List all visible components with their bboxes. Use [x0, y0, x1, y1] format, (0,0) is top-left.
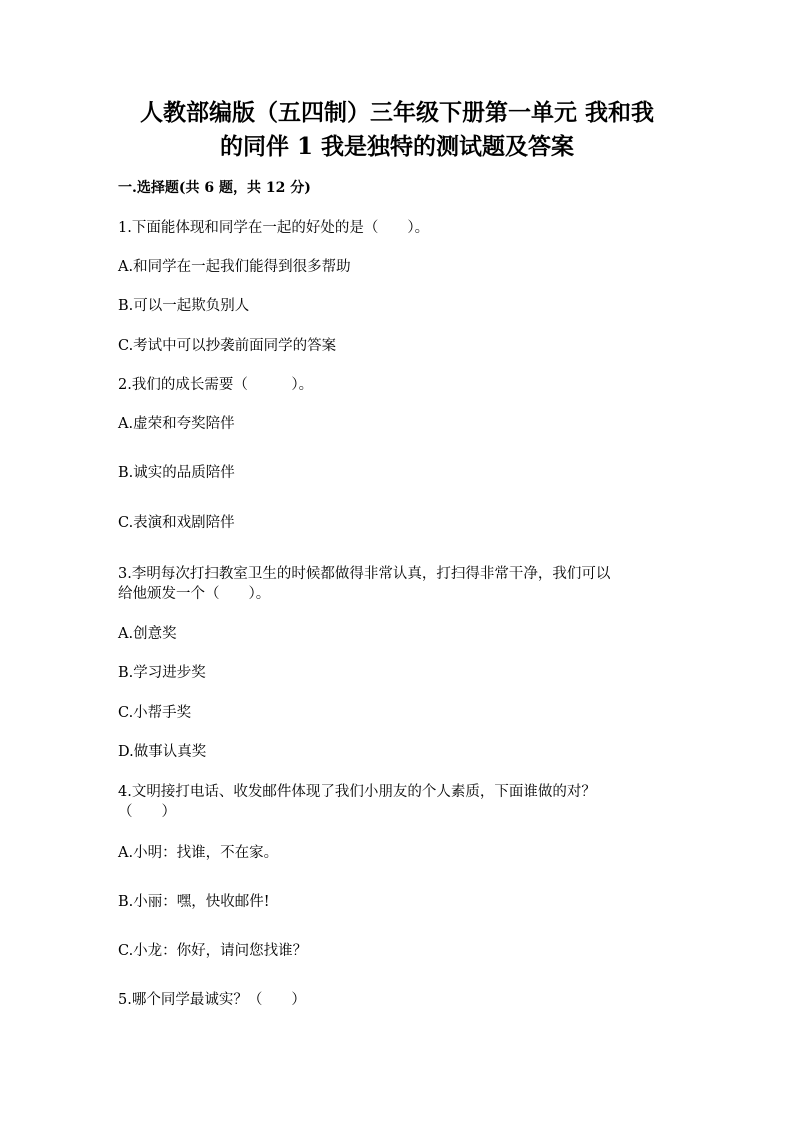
document-title-line-1: 人教部编版（五四制）三年级下册第一单元 我和我 — [139, 99, 654, 126]
question-3-option-d: D.做事认真奖 — [118, 744, 207, 760]
section-heading-choice: 一.选择题(共 6 题，共 12 分) — [118, 180, 311, 196]
question-2-option-a: A.虚荣和夸奖陪伴 — [118, 416, 235, 432]
question-3-stem-line-2: 给他颁发一个（ ）。 — [118, 586, 271, 602]
question-2-option-c: C.表演和戏剧陪伴 — [118, 515, 235, 531]
question-1-option-c: C.考试中可以抄袭前面同学的答案 — [118, 338, 337, 354]
question-3-option-a: A.创意奖 — [118, 626, 177, 642]
question-2-option-b: B.诚实的品质陪伴 — [118, 465, 235, 481]
question-1-option-b: B.可以一起欺负别人 — [118, 298, 250, 314]
question-4-stem-line-2: （ ） — [118, 804, 176, 820]
question-4-option-c: C.小龙：你好，请问您找谁？ — [118, 943, 308, 959]
document-title-line-2: 的同伴 1 我是独特的测试题及答案 — [219, 133, 575, 160]
question-2-stem: 2.我们的成长需要（ ）。 — [118, 377, 314, 393]
question-5-stem: 5.哪个同学最诚实？（ ） — [118, 992, 306, 1008]
question-3-stem-line-1: 3.李明每次打扫教室卫生的时候都做得非常认真，打扫得非常干净，我们可以 — [118, 566, 611, 582]
question-4-option-b: B.小丽：嘿，快收邮件! — [118, 894, 270, 910]
question-1-option-a: A.和同学在一起我们能得到很多帮助 — [118, 259, 351, 275]
question-3-option-b: B.学习进步奖 — [118, 665, 206, 681]
question-1-stem: 1.下面能体现和同学在一起的好处的是（ ）。 — [118, 220, 430, 236]
question-4-stem-line-1: 4.文明接打电话、收发邮件体现了我们小朋友的个人素质，下面谁做的对？ — [118, 784, 596, 800]
question-3-option-c: C.小帮手奖 — [118, 705, 192, 721]
question-4-option-a: A.小明：找谁，不在家。 — [118, 845, 279, 861]
